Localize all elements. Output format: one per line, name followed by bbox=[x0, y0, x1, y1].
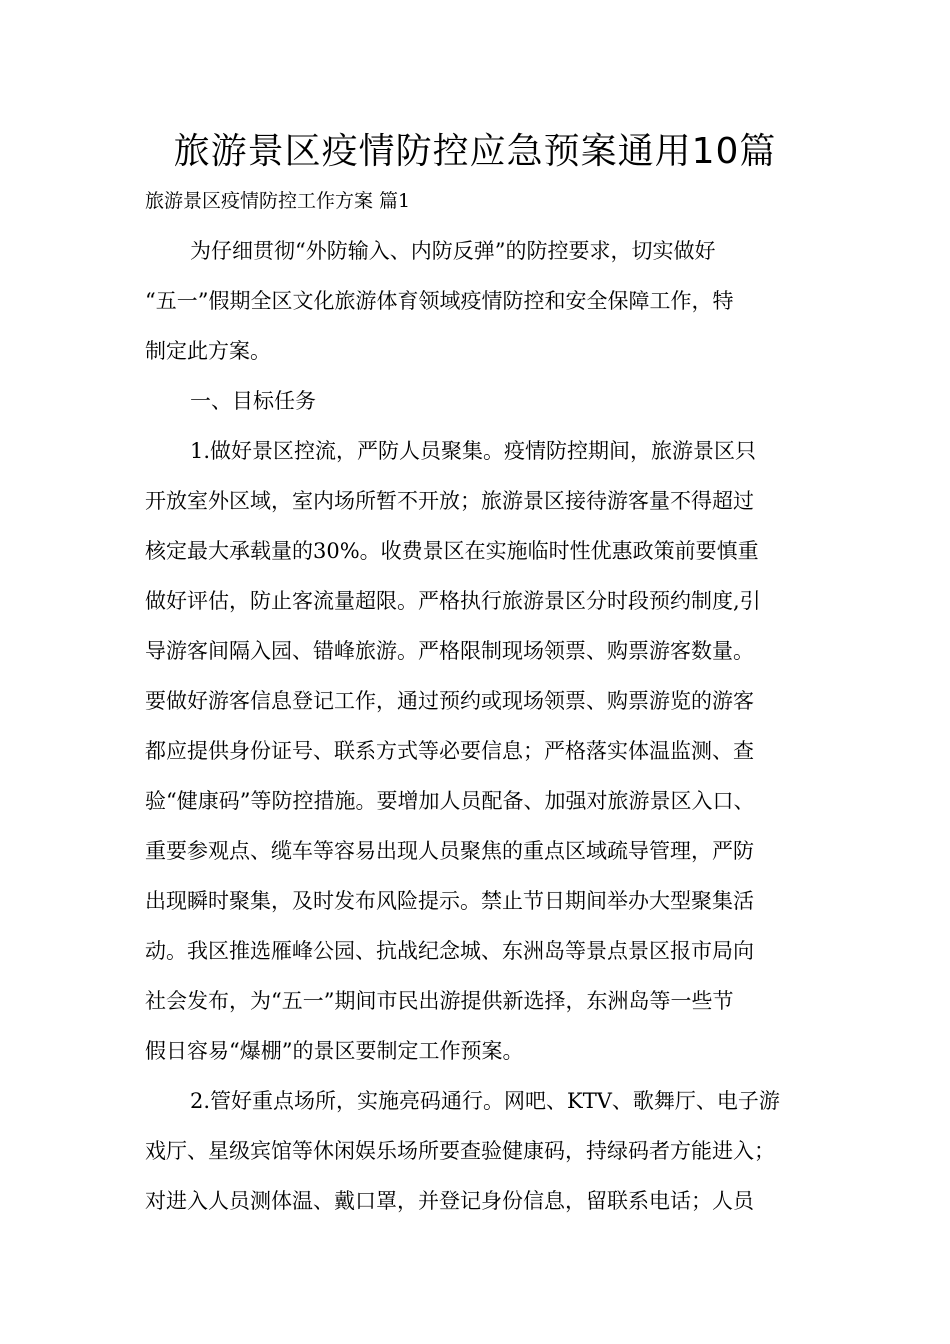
document-title: 旅游景区疫情防控应急预案通用10篇 bbox=[173, 131, 777, 172]
paragraph-line: 制定此方案。 bbox=[145, 339, 271, 363]
paragraph-line: 要做好游客信息登记工作，通过预约或现场领票、购票游览的游客 bbox=[145, 689, 754, 713]
paragraph-line: 导游客间隔入园、错峰旅游。严格限制现场领票、购票游客数量。 bbox=[145, 639, 754, 663]
paragraph-line: 1.做好景区控流，严防人员聚集。疫情防控期间，旅游景区只 bbox=[190, 439, 757, 463]
paragraph-line: 都应提供身份证号、联系方式等必要信息；严格落实体温监测、查 bbox=[145, 739, 754, 763]
paragraph-line: 2.管好重点场所，实施亮码通行。网吧、KTV、歌舞厅、电子游 bbox=[190, 1089, 780, 1113]
paragraph-line: 社会发布，为“五一”期间市民出游提供新选择，东洲岛等一些节 bbox=[145, 989, 734, 1013]
section-heading: 一、目标任务 bbox=[190, 389, 316, 413]
paragraph-line: 出现瞬时聚集，及时发布风险提示。禁止节日期间举办大型聚集活 bbox=[145, 889, 754, 913]
paragraph-line: 开放室外区域，室内场所暂不开放；旅游景区接待游客量不得超过 bbox=[145, 489, 754, 513]
paragraph-line: 验“健康码”等防控措施。要增加人员配备、加强对旅游景区入口、 bbox=[145, 789, 755, 813]
paragraph-line: 重要参观点、缆车等容易出现人员聚焦的重点区域疏导管理，严防 bbox=[145, 839, 754, 863]
document-subtitle: 旅游景区疫情防控工作方案 篇1 bbox=[145, 190, 411, 212]
paragraph-line: 为仔细贯彻“外防输入、内防反弹”的防控要求，切实做好 bbox=[190, 239, 716, 263]
paragraph-line: 戏厅、星级宾馆等休闲娱乐场所要查验健康码，持绿码者方能进入； bbox=[145, 1139, 775, 1163]
paragraph-line: “五一”假期全区文化旅游体育领域疫情防控和安全保障工作，特 bbox=[145, 289, 734, 313]
paragraph-line: 假日容易“爆棚”的景区要制定工作预案。 bbox=[145, 1039, 524, 1063]
paragraph-line: 动。我区推选雁峰公园、抗战纪念城、东洲岛等景点景区报市局向 bbox=[145, 939, 754, 963]
paragraph-line: 对进入人员测体温、戴口罩，并登记身份信息，留联系电话；人员 bbox=[145, 1189, 754, 1213]
paragraph-line: 核定最大承载量的30%。收费景区在实施临时性优惠政策前要慎重 bbox=[145, 539, 759, 563]
paragraph-line: 做好评估，防止客流量超限。严格执行旅游景区分时段预约制度,引 bbox=[145, 589, 761, 613]
